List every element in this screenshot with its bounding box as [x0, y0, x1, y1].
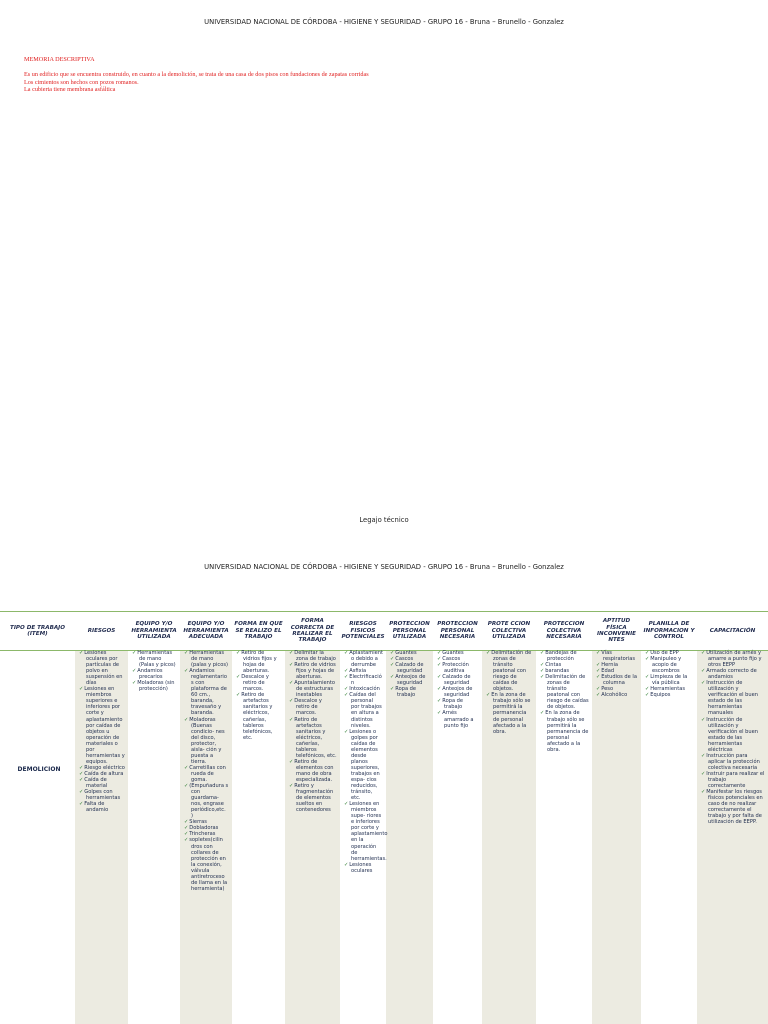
check-icon: ✓: [486, 692, 491, 699]
check-icon: ✓: [540, 650, 545, 656]
list-item-text: Lesiones oculares por partículas de polvo en suspensión en días: [84, 650, 123, 687]
list-item-text: Calzado de seguridad: [395, 662, 424, 675]
list-item: [132, 668, 177, 680]
check-icon: ✓: [437, 662, 442, 669]
page-header-2: UNIVERSIDAD NACIONAL DE CÓRDOBA - HIGIENE Y SEGURIDAD - GRUPO 16 - Bruna – Brunello - Gonzalez: [204, 563, 564, 571]
column-header: PROTECCION PERSONAL UTILIZADA: [389, 621, 430, 641]
check-icon: ✓: [184, 716, 189, 723]
check-icon: ✓: [184, 819, 189, 826]
list-item-text: Falta de andamio: [84, 801, 109, 814]
list-item: [701, 753, 765, 771]
list-item: [79, 686, 125, 765]
list-item: [645, 692, 694, 698]
check-icon: ✓: [645, 686, 650, 693]
check-icon: ✓: [289, 698, 294, 705]
table-cell: [344, 650, 388, 874]
list-item: [184, 783, 229, 819]
check-icon: ✓: [289, 680, 294, 687]
check-icon: ✓: [390, 686, 395, 693]
check-icon: ✓: [437, 710, 442, 717]
list-item-text: Herramientas de mano (palas y picos): [189, 650, 228, 669]
check-icon: ✓: [437, 674, 442, 681]
list-item-text: Anteojos de seguridad: [442, 686, 473, 699]
risk-table: [0, 611, 768, 1024]
column-header: PROTE CCION COLECTIVA UTILIZADA: [487, 621, 531, 641]
list-item-text: Moladoras (sin protección): [137, 680, 175, 693]
column-header: CAPACITACIÓN: [709, 627, 756, 634]
table-cell: [540, 650, 589, 753]
list-item-text: Ropa de trabajo: [395, 686, 417, 699]
check-icon: ✓: [437, 698, 442, 705]
check-icon: ✓: [79, 801, 84, 808]
list-item-text: Alcohólico: [601, 692, 628, 699]
check-icon: ✓: [645, 650, 650, 656]
list-item-text: Trincheras: [189, 831, 216, 838]
table-cell: [184, 650, 229, 892]
table-cell: [236, 650, 282, 741]
check-icon: ✓: [184, 650, 189, 656]
list-item: [236, 674, 282, 692]
item-label: DEMOLICION: [17, 766, 61, 773]
list-item-text: Dobladoras: [189, 825, 219, 832]
check-icon: ✓: [701, 770, 706, 777]
list-item-text: Sierras: [189, 819, 207, 826]
check-icon: ✓: [596, 674, 601, 681]
list-item: [184, 837, 229, 891]
list-item-text: Retiro de artefactos sanitarios y eléctricos, cañerías, tableros telefónicos, etc.: [294, 716, 337, 759]
column-header: PLANILLA DE INFORMACION Y CONTROL: [643, 621, 695, 641]
check-icon: ✓: [437, 650, 442, 656]
list-item-text: Descalce y retiro de marcos.: [241, 674, 269, 693]
list-item-text: Arnés amarrado a punto fijo: [442, 710, 474, 729]
list-item-text: Ropa de trabajo: [442, 698, 464, 711]
list-item-text: En la zona de trabajo sólo se permitirá la permanencia de personal afectado a la obra.: [491, 692, 531, 735]
list-item-text: Herramientas de mano (Palas y picos): [137, 650, 176, 669]
check-icon: ✓: [344, 668, 349, 675]
list-item: [540, 650, 589, 662]
list-item-text: Equipos: [650, 692, 671, 699]
check-icon: ✓: [289, 650, 294, 656]
table-cell: [437, 650, 479, 729]
list-item-text: Retiro de artefactos sanitarios y eléctricos, cañerías, tableros telefónicos, etc.: [241, 692, 273, 741]
list-item: [79, 801, 125, 813]
list-item-text: Peso: [601, 686, 614, 693]
check-icon: ✓: [645, 692, 650, 699]
check-icon: ✓: [289, 783, 294, 790]
check-icon: ✓: [184, 837, 189, 844]
column-header: APTITUD FÍSICA INCONVENIE NTES: [596, 618, 637, 644]
list-item-text: Moladoras (Buenas condicio- nes del disco, protector, aisla- ción y puesta a tierra.: [189, 716, 225, 765]
list-item: [344, 729, 383, 802]
check-icon: ✓: [184, 668, 189, 675]
list-item-text: Golpes con herramientas: [84, 789, 121, 802]
list-item-text: Calzado de seguridad: [442, 674, 471, 687]
list-item-text: barandas: [545, 668, 570, 675]
list-item: [236, 650, 282, 674]
list-item-text: Aplastamient o debido a derrumbe: [349, 650, 384, 669]
memoria-line: Es un edificio que se encuentra construido, en cuanto a la demolición, se trata de una casa de dos pisos con fundaciones de zapatas corridas: [24, 70, 369, 78]
list-item-text: Hernia: [601, 662, 619, 669]
list-item: [184, 717, 229, 765]
list-item-text: Manipuleo y acopio de escombros: [650, 656, 682, 675]
list-item: [701, 771, 765, 789]
list-item-text: Cintas: [545, 662, 562, 669]
legajo-label: Legajo técnico: [359, 516, 409, 524]
list-item: [184, 765, 229, 783]
check-icon: ✓: [437, 656, 442, 663]
column-header: FORMA EN QUE SE REALIZO EL TRABAJO: [234, 621, 283, 641]
list-item: [184, 650, 229, 668]
list-item-text: Lesiones o golpes por caídas de elementos desde planos superiores, trabajos en espa- cios reducidos, tránsito, etc.: [349, 728, 380, 802]
list-item: [289, 698, 337, 716]
check-icon: ✓: [701, 668, 706, 675]
list-item: [540, 674, 589, 710]
check-icon: ✓: [701, 680, 706, 687]
list-item: [540, 710, 589, 752]
memoria-title: MEMORIA DESCRIPTIVA: [24, 56, 95, 63]
check-icon: ✓: [437, 686, 442, 693]
check-icon: ✓: [79, 650, 84, 656]
list-item: [437, 674, 479, 686]
check-icon: ✓: [184, 831, 189, 838]
column-header: PROTECCION PERSONAL NECESARIA: [437, 621, 478, 641]
table-cell: [390, 650, 430, 698]
list-item-text: Lesiones en miembros superiores e inferiores por corte y aplastamiento por caídas de objetos u operación de materiales o por herramientas y equipos.: [84, 686, 125, 765]
check-icon: ✓: [236, 674, 241, 681]
list-item-text: Instrucción para aplicar la protección colectiva necesaria: [706, 752, 760, 771]
list-item-text: Caída de material: [84, 776, 108, 790]
list-item-text: Uso de EPP: [650, 650, 679, 656]
check-icon: ✓: [540, 710, 545, 717]
check-icon: ✓: [344, 674, 349, 681]
check-icon: ✓: [540, 662, 545, 669]
list-item: [390, 662, 430, 674]
memoria-line: La cubierta tiene membrana asfáltica: [24, 86, 116, 94]
check-icon: ✓: [390, 650, 395, 656]
check-icon: ✓: [132, 680, 137, 687]
list-item: [701, 680, 765, 716]
check-icon: ✓: [289, 662, 294, 669]
list-item: [344, 674, 383, 686]
list-item-text: Delimitación de zonas de tránsito peatonal con riesgo de caídas de objetos.: [491, 650, 532, 693]
list-item-text: Guantes: [442, 650, 464, 656]
list-item: [289, 662, 337, 680]
list-item: [390, 686, 430, 698]
table-header-row: [0, 611, 768, 651]
list-item-text: Guantes: [395, 650, 417, 656]
list-item-text: Estudios de la columna: [601, 674, 637, 687]
check-icon: ✓: [79, 789, 84, 796]
memoria-descriptiva: [24, 56, 369, 94]
list-item: [132, 680, 177, 692]
check-icon: ✓: [701, 716, 706, 723]
list-item-text: En la zona de trabajo sólo se permitirá la permanencia de personal afectado a la obra.: [545, 710, 589, 753]
column-header: PROTECCION COLECTIVA NECESARIA: [543, 621, 585, 641]
check-icon: ✓: [344, 686, 349, 693]
check-icon: ✓: [344, 692, 349, 699]
check-icon: ✓: [486, 650, 491, 656]
table-cell: [486, 650, 533, 735]
check-icon: ✓: [236, 650, 241, 656]
list-item: [645, 656, 694, 674]
list-item: [344, 650, 383, 668]
list-item: [596, 674, 638, 686]
list-item-text: Intoxicación: [349, 686, 380, 693]
list-item: [289, 717, 337, 759]
check-icon: ✓: [132, 668, 137, 675]
list-item-text: Descalce y retiro de marcos.: [294, 698, 322, 717]
list-item: [289, 759, 337, 783]
table-cell: [596, 650, 638, 698]
list-item-text: Lesiones oculares: [349, 861, 373, 874]
list-item: [486, 650, 533, 692]
column-shade: [592, 650, 641, 1024]
list-item: [596, 650, 638, 662]
check-icon: ✓: [344, 861, 349, 868]
table-cell: [645, 650, 694, 698]
list-item-text: Retiro de vidrios fijos y hojas de aberturas.: [294, 662, 336, 681]
list-item: [344, 692, 383, 728]
check-icon: ✓: [289, 716, 294, 723]
list-item: [344, 862, 383, 874]
list-item-text: Edad: [601, 668, 615, 675]
list-item-text: Riesgo eléctrico: [84, 764, 125, 771]
check-icon: ✓: [540, 674, 545, 681]
list-item-text: Delimitación de zonas de tránsito peatonal con riesgo de caídas de objetos.: [545, 674, 589, 711]
table-cell: [701, 650, 765, 825]
check-icon: ✓: [645, 656, 650, 663]
list-item: [289, 783, 337, 813]
list-item-text: Retiro de elementos con mano de obra especializada.: [294, 758, 334, 783]
list-item: [79, 650, 125, 686]
list-item-text: sopletes(cilin dros con collares de protección en la conexión, válvula antiretroceso de llama en la herramienta): [189, 837, 228, 892]
list-item-text: Caídas del personal por trabajos en altura a distintos niveles.: [349, 692, 382, 729]
memoria-line: Los cimientos son hechos con pozos romanos.: [24, 78, 139, 86]
list-item-text: Caída de altura: [84, 770, 124, 777]
list-item-text: Utilización de arnés y amarre a punto fijo y otros EEPP: [706, 650, 762, 669]
list-item: [596, 692, 638, 698]
list-item-text: Retiro de vidrios fijos y hojas de aberturas.: [241, 650, 277, 675]
list-item-text: Carretillas con rueda de goma.: [189, 764, 226, 783]
list-item-text: Cascos: [442, 656, 461, 663]
check-icon: ✓: [79, 764, 84, 771]
check-icon: ✓: [596, 650, 601, 656]
check-icon: ✓: [390, 662, 395, 669]
list-item: [701, 668, 765, 680]
list-item-text: Vías respiratorias: [601, 650, 636, 663]
check-icon: ✓: [344, 801, 349, 808]
list-item: [701, 717, 765, 753]
list-item-text: Andamios reglamentario s con plataforma de 60 cm., baranda, travesaño y baranda.: [189, 668, 227, 717]
list-item-text: Armado correcto de andamios: [706, 668, 757, 681]
page-header: UNIVERSIDAD NACIONAL DE CÓRDOBA - HIGIENE Y SEGURIDAD - GRUPO 16 - Bruna – Brunello - Gonzalez: [204, 18, 564, 26]
check-icon: ✓: [79, 776, 84, 783]
check-icon: ✓: [236, 692, 241, 699]
list-item: [437, 698, 479, 710]
list-item-text: Instrucción de utilización y verificación el buen estado de las herramientas manuales: [706, 680, 758, 717]
check-icon: ✓: [390, 656, 395, 663]
check-icon: ✓: [390, 674, 395, 681]
list-item-text: Delimitar la zona de trabajo: [294, 650, 336, 663]
table-cell: [132, 650, 177, 692]
list-item: [344, 801, 388, 862]
list-item: [701, 650, 765, 668]
list-item-text: Anteojos de seguridad: [395, 674, 426, 687]
column-header: FORMA CORRECTA DE REALIZAR EL TRABAJO: [290, 618, 335, 644]
list-item-text: Bandejas de protección: [545, 650, 577, 663]
list-item-text: Limpieza de la vía pública: [650, 674, 688, 687]
list-item-text: Manifestar los riesgos físicos potenciales en caso de no realizar correctamente el trabajo y por falta de utilización de EEPP.: [706, 789, 763, 826]
list-item: [79, 777, 125, 789]
column-header: EQUIPO Y/O HERRAMIENTA ADECUADA: [183, 621, 229, 641]
column-header: RIESGOS FISICOS POTENCIALES: [341, 621, 385, 641]
check-icon: ✓: [79, 686, 84, 693]
check-icon: ✓: [132, 650, 137, 656]
check-icon: ✓: [344, 728, 349, 735]
list-item-text: Instrucción de utilización y verificación el buen estado de las herramientas eléctricas: [706, 716, 758, 753]
list-item: [486, 692, 533, 734]
check-icon: ✓: [184, 783, 189, 790]
check-icon: ✓: [701, 752, 706, 759]
check-icon: ✓: [79, 770, 84, 777]
check-icon: ✓: [701, 789, 706, 796]
check-icon: ✓: [596, 686, 601, 693]
list-item-text: Electrificació n: [349, 674, 382, 687]
list-item: [437, 686, 479, 698]
list-item: [184, 668, 229, 716]
check-icon: ✓: [344, 650, 349, 656]
list-item-text: Retiro y fragmentación de elementos sueltos en contenedores: [294, 783, 334, 814]
list-item: [701, 789, 765, 825]
list-item-text: Lesiones en miembros supe- riores e inferiores por corte y aplastamiento en la operación de herramientas.: [349, 801, 388, 862]
list-item-text: Cascos: [395, 656, 414, 663]
list-item: [132, 650, 177, 668]
table-cell: [289, 650, 337, 813]
check-icon: ✓: [701, 650, 706, 656]
check-icon: ✓: [596, 668, 601, 675]
list-item-text: (Empuñadura s con guardama- nos, engrase periódico,etc. ): [189, 783, 229, 820]
list-item-text: Herramientas: [650, 686, 685, 693]
list-item: [289, 680, 337, 698]
list-item-text: Apuntalamiento de estructuras inestables: [294, 680, 335, 699]
list-item: [645, 674, 694, 686]
column-header: RIESGOS: [87, 627, 116, 634]
check-icon: ✓: [540, 668, 545, 675]
list-item: [437, 662, 479, 674]
check-icon: ✓: [184, 764, 189, 771]
list-item-text: Protección auditiva: [442, 662, 469, 675]
list-item: [390, 674, 430, 686]
list-item: [79, 789, 125, 801]
check-icon: ✓: [289, 758, 294, 765]
list-item-text: Instruir para realizar el trabajo correctamente: [706, 770, 765, 790]
list-item: [437, 710, 479, 728]
column-shade: [386, 650, 433, 1024]
table-cell: [79, 650, 125, 813]
list-item: [236, 692, 282, 740]
check-icon: ✓: [184, 825, 189, 832]
list-item: [289, 650, 337, 662]
check-icon: ✓: [596, 692, 601, 699]
list-item-text: Andamios precarios: [137, 668, 163, 681]
column-header: EQUIPO Y/O HERRAMIENTA UTILIZADA: [131, 621, 177, 641]
list-item-text: Asfixia: [349, 668, 367, 675]
column-header: TIPO DE TRABAJO (ITEM): [10, 624, 65, 637]
check-icon: ✓: [645, 674, 650, 681]
check-icon: ✓: [596, 662, 601, 669]
